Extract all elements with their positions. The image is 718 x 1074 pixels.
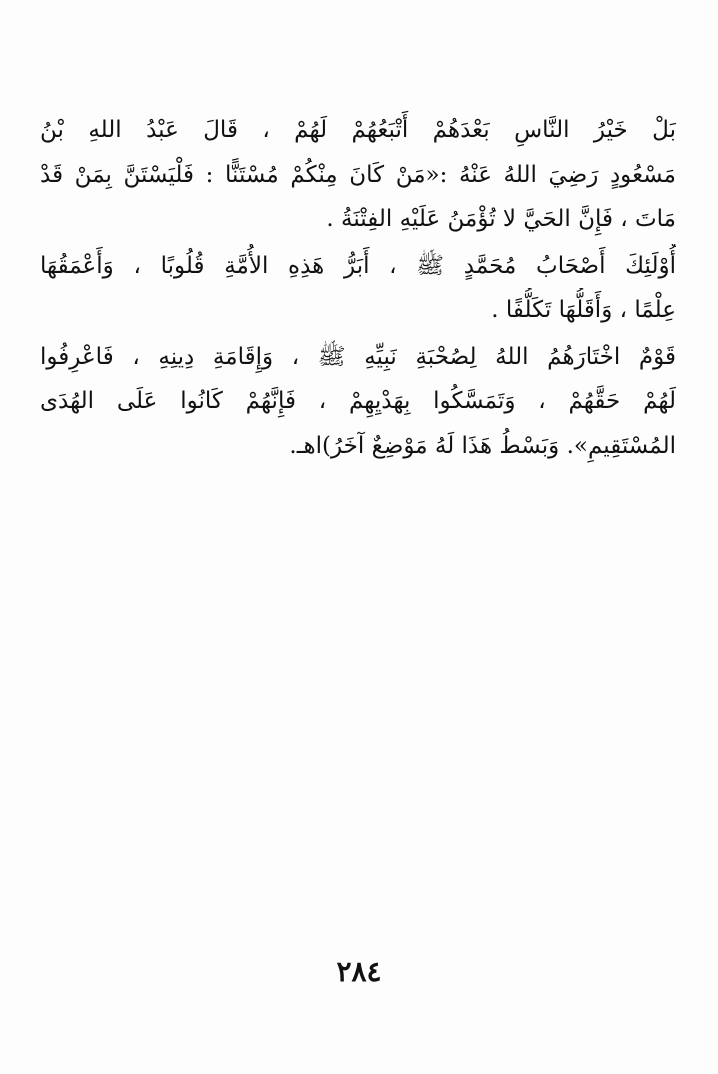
text-line: مَاتَ ، فَإِنَّ الحَيَّ لا تُؤْمَنُ عَلَيْهِ الفِتْنَةُ . — [326, 206, 676, 232]
text-line: لَهُمْ حَقَّهُمْ ، وَتَمَسَّكُوا بِهَدْيِهِمْ ، فَإِنَّهُمْ كَانُوا عَلَى الهُدَى — [40, 388, 676, 414]
page-number: ٢٨٤ — [336, 955, 382, 988]
text-line: أُوْلَئِكَ أَصْحَابُ مُحَمَّدٍ ﷺ ، أَبَرُّ هَذِهِ الأُمَّةِ قُلُوبًا ، وَأَعْمَقُهَا — [40, 252, 676, 279]
text-line: قَوْمٌ اخْتَارَهُمُ اللهُ لِصُحْبَةِ نَبِيِّهِ ﷺ ، وَإِقَامَةِ دِينِهِ ، فَاعْرِفُوا — [40, 343, 676, 370]
text-line: المُسْتَقِيمِ». وَبَسْطُ هَذَا لَهُ مَوْضِعٌ آخَرُ)اهـ. — [289, 432, 676, 459]
text-line: مَسْعُودٍ رَضِيَ اللهُ عَنْهُ :«مَنْ كَانَ مِنْكُمْ مُسْتَنًّا : فَلْيَسْتَنَّ بِمَنْ قَدْ — [40, 161, 676, 188]
text-line: بَلْ خَيْرُ النَّاسِ بَعْدَهُمْ أَتْبَعُهُمْ لَهُمْ ، قَالَ عَبْدُ اللهِ بْنُ — [40, 117, 676, 143]
body-text — [40, 108, 676, 468]
text-line: عِلْمًا ، وَأَقَلُّهَا تَكَلُّفًا . — [491, 297, 676, 323]
